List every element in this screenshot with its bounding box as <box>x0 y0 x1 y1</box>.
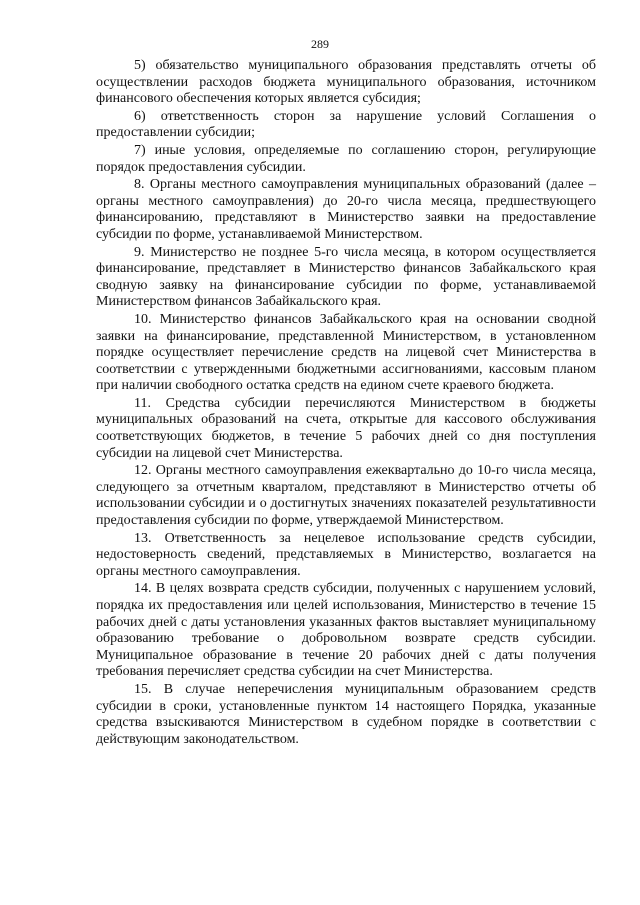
paragraph-clause-10: 10. Министерство финансов Забайкальского края на основании сводной заявки на финансирование, представленной Министерством, в установленном порядке осуществляет перечисление средств на лицевой счет Министерства в соответствии с утвержденными бюджетными ассигнованиями, кассовым планом при наличии свободного остатка средств на едином счете краевого бюджета. <box>96 311 596 394</box>
paragraph-clause-12: 12. Органы местного самоуправления ежеквартально до 10-го числа месяца, следующего за отчетным кварталом, представляют в Министерство отчеты об использовании субсидии и о достигнутых значениях показателей результативности предоставления субсидии по форме, утверждаемой Министерством. <box>96 463 596 529</box>
paragraph-clause-11: 11. Средства субсидии перечисляются Министерством в бюджеты муниципальных образований на счета, открытые для кассового обслуживания соответствующих бюджетов, в течение 5 рабочих дней со дня поступления субсидии на лицевой счет Министерства. <box>96 395 596 461</box>
paragraph-item-6: 6) ответственность сторон за нарушение условий Соглашения о предоставлении субсидии; <box>96 108 596 141</box>
paragraph-clause-8: 8. Органы местного самоуправления муниципальных образований (далее – органы местного самоуправления) до 20-го числа месяца, предшествующего финансированию, представляют в Министерство заявки на предоставление субсидии по форме, устанавливаемой Министерством. <box>96 177 596 242</box>
document-body <box>96 58 596 749</box>
page-number: 289 <box>311 37 329 51</box>
paragraph-clause-9: 9. Министерство не позднее 5-го числа месяца, в котором осуществляется финансирование, представляет в Министерство финансов Забайкальского края сводную заявку на финансирование субсидии по форме, устанавливаемой Министерством финансов Забайкальского края. <box>96 244 596 310</box>
paragraph-clause-14: 14. В целях возврата средств субсидии, полученных с нарушением условий, порядка их предоставления или целей использования, Министерство в течение 15 рабочих дней с даты установления указанных фактов выставляет муниципальному образованию требование о добровольном возврате средств субсидии. Муниципальное образование в течение 20 рабочих дней с даты получения требования перечисляет средства субсидии на счет Министерства. <box>96 581 596 680</box>
paragraph-clause-15: 15. В случае неперечисления муниципальным образованием средств субсидии в сроки, установленные пунктом 14 настоящего Порядка, указанные средства взыскиваются Министерством в судебном порядке в соответствии с действующим законодательством. <box>96 681 596 747</box>
paragraph-item-7: 7) иные условия, определяемые по соглашению сторон, регулирующие порядок предоставления субсидии. <box>96 142 596 175</box>
paragraph-clause-13: 13. Ответственность за нецелевое использование средств субсидии, недостоверность сведений, представляемых в Министерство, возлагается на органы местного самоуправления. <box>96 530 596 579</box>
paragraph-item-5: 5) обязательство муниципального образования представлять отчеты об осуществлении расходов бюджета муниципального образования, источником финансового обеспечения которых является субсидия; <box>96 58 596 107</box>
